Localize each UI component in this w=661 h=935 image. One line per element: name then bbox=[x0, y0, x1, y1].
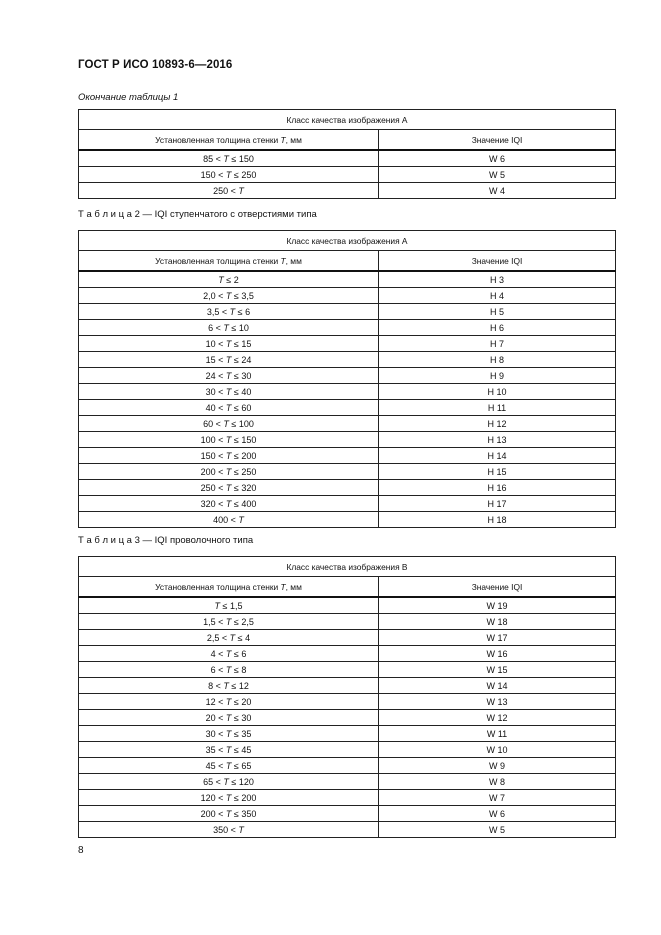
table-row bbox=[79, 416, 616, 432]
thickness-range-cell: 4 < T ≤ 6 bbox=[79, 646, 379, 662]
iqi-value-cell: W 16 bbox=[379, 646, 616, 662]
iqi-value-cell: W 11 bbox=[379, 726, 616, 742]
thickness-range-cell: 2,0 < T ≤ 3,5 bbox=[79, 288, 379, 304]
table-row bbox=[79, 320, 616, 336]
table-row bbox=[79, 774, 616, 790]
thickness-range-cell: 150 < T ≤ 200 bbox=[79, 448, 379, 464]
thickness-range-cell: 40 < T ≤ 60 bbox=[79, 400, 379, 416]
table-row bbox=[79, 183, 616, 199]
table2-col-iqi-header: Значение IQI bbox=[379, 251, 616, 272]
iqi-value-cell: W 8 bbox=[379, 774, 616, 790]
thickness-range-cell: 45 < T ≤ 65 bbox=[79, 758, 379, 774]
iqi-value-cell: W 5 bbox=[379, 167, 616, 183]
thickness-range-cell: 6 < T ≤ 8 bbox=[79, 662, 379, 678]
thickness-range-cell: 15 < T ≤ 24 bbox=[79, 352, 379, 368]
table-row bbox=[79, 400, 616, 416]
table-row bbox=[79, 662, 616, 678]
table-row bbox=[79, 271, 616, 288]
table-row bbox=[79, 758, 616, 774]
iqi-value-cell: H 4 bbox=[379, 288, 616, 304]
thickness-range-cell: 1,5 < T ≤ 2,5 bbox=[79, 614, 379, 630]
thickness-range-cell: 60 < T ≤ 100 bbox=[79, 416, 379, 432]
thickness-range-cell: 350 < T bbox=[79, 822, 379, 838]
iqi-value-cell: H 3 bbox=[379, 271, 616, 288]
thickness-range-cell: T ≤ 1,5 bbox=[79, 597, 379, 614]
thickness-range-cell: 200 < T ≤ 350 bbox=[79, 806, 379, 822]
iqi-value-cell: W 7 bbox=[379, 790, 616, 806]
iqi-value-cell: H 10 bbox=[379, 384, 616, 400]
table-row bbox=[79, 304, 616, 320]
table-row bbox=[79, 432, 616, 448]
iqi-value-cell: W 9 bbox=[379, 758, 616, 774]
table-row bbox=[79, 822, 616, 838]
table2-caption: Т а б л и ц а 2 — IQI ступенчатого с отверстиями типа bbox=[78, 209, 317, 220]
thickness-range-cell: 250 < T bbox=[79, 183, 379, 199]
iqi-value-cell: H 15 bbox=[379, 464, 616, 480]
table-row bbox=[79, 368, 616, 384]
table-row bbox=[79, 790, 616, 806]
thickness-range-cell: 6 < T ≤ 10 bbox=[79, 320, 379, 336]
table3 bbox=[78, 556, 616, 838]
table-row bbox=[79, 742, 616, 758]
thickness-range-cell: 35 < T ≤ 45 bbox=[79, 742, 379, 758]
table3-col-thickness-header: Установленная толщина стенки T, мм bbox=[79, 577, 379, 598]
iqi-value-cell: W 6 bbox=[379, 806, 616, 822]
thickness-range-cell: 20 < T ≤ 30 bbox=[79, 710, 379, 726]
table1-col-thickness-header: Установленная толщина стенки T, мм bbox=[79, 130, 379, 151]
thickness-range-cell: 320 < T ≤ 400 bbox=[79, 496, 379, 512]
iqi-value-cell: H 17 bbox=[379, 496, 616, 512]
table-row bbox=[79, 352, 616, 368]
table-row bbox=[79, 630, 616, 646]
thickness-range-cell: 10 < T ≤ 15 bbox=[79, 336, 379, 352]
table3-class-header: Класс качества изображения B bbox=[79, 557, 616, 577]
table-row bbox=[79, 597, 616, 614]
iqi-value-cell: H 8 bbox=[379, 352, 616, 368]
table-row bbox=[79, 384, 616, 400]
thickness-range-cell: 30 < T ≤ 40 bbox=[79, 384, 379, 400]
table-row bbox=[79, 710, 616, 726]
thickness-range-cell: 65 < T ≤ 120 bbox=[79, 774, 379, 790]
thickness-range-cell: 250 < T ≤ 320 bbox=[79, 480, 379, 496]
table3-col-iqi-header: Значение IQI bbox=[379, 577, 616, 598]
iqi-value-cell: W 12 bbox=[379, 710, 616, 726]
table2-body bbox=[79, 271, 616, 528]
table1 bbox=[78, 109, 616, 199]
table-row bbox=[79, 336, 616, 352]
thickness-range-cell: 2,5 < T ≤ 4 bbox=[79, 630, 379, 646]
table1-caption: Окончание таблицы 1 bbox=[78, 92, 179, 103]
iqi-value-cell: H 18 bbox=[379, 512, 616, 528]
table2-class-header: Класс качества изображения A bbox=[79, 231, 616, 251]
iqi-value-cell: W 6 bbox=[379, 150, 616, 167]
thickness-range-cell: 8 < T ≤ 12 bbox=[79, 678, 379, 694]
table-row bbox=[79, 512, 616, 528]
table3-body bbox=[79, 597, 616, 838]
table2-col-thickness-header: Установленная толщина стенки T, мм bbox=[79, 251, 379, 272]
table-row bbox=[79, 806, 616, 822]
iqi-value-cell: H 12 bbox=[379, 416, 616, 432]
table-row bbox=[79, 448, 616, 464]
table-row bbox=[79, 646, 616, 662]
table-row bbox=[79, 726, 616, 742]
thickness-range-cell: 3,5 < T ≤ 6 bbox=[79, 304, 379, 320]
thickness-range-cell: 12 < T ≤ 20 bbox=[79, 694, 379, 710]
thickness-range-cell: 200 < T ≤ 250 bbox=[79, 464, 379, 480]
iqi-value-cell: W 18 bbox=[379, 614, 616, 630]
thickness-range-cell: 85 < T ≤ 150 bbox=[79, 150, 379, 167]
page-number: 8 bbox=[78, 845, 84, 856]
table-row bbox=[79, 464, 616, 480]
document-title: ГОСТ Р ИСО 10893-6—2016 bbox=[78, 59, 233, 71]
table1-col-iqi-header: Значение IQI bbox=[379, 130, 616, 151]
iqi-value-cell: H 13 bbox=[379, 432, 616, 448]
iqi-value-cell: H 6 bbox=[379, 320, 616, 336]
iqi-value-cell: H 16 bbox=[379, 480, 616, 496]
table3-caption: Т а б л и ц а 3 — IQI проволочного типа bbox=[78, 535, 254, 546]
table-row bbox=[79, 288, 616, 304]
iqi-value-cell: W 4 bbox=[379, 183, 616, 199]
thickness-range-cell: 24 < T ≤ 30 bbox=[79, 368, 379, 384]
table1-class-header: Класс качества изображения A bbox=[79, 110, 616, 130]
iqi-value-cell: H 11 bbox=[379, 400, 616, 416]
table-row bbox=[79, 694, 616, 710]
iqi-value-cell: W 15 bbox=[379, 662, 616, 678]
iqi-value-cell: W 5 bbox=[379, 822, 616, 838]
iqi-value-cell: W 13 bbox=[379, 694, 616, 710]
table-row bbox=[79, 496, 616, 512]
table2 bbox=[78, 230, 616, 528]
iqi-value-cell: W 17 bbox=[379, 630, 616, 646]
table-row bbox=[79, 150, 616, 167]
iqi-value-cell: H 14 bbox=[379, 448, 616, 464]
table-row bbox=[79, 614, 616, 630]
iqi-value-cell: H 7 bbox=[379, 336, 616, 352]
thickness-range-cell: 150 < T ≤ 250 bbox=[79, 167, 379, 183]
table-row bbox=[79, 480, 616, 496]
thickness-range-cell: 30 < T ≤ 35 bbox=[79, 726, 379, 742]
iqi-value-cell: H 5 bbox=[379, 304, 616, 320]
table-row bbox=[79, 167, 616, 183]
thickness-range-cell: 400 < T bbox=[79, 512, 379, 528]
thickness-range-cell: 100 < T ≤ 150 bbox=[79, 432, 379, 448]
thickness-range-cell: 120 < T ≤ 200 bbox=[79, 790, 379, 806]
table1-body bbox=[79, 150, 616, 199]
iqi-value-cell: W 14 bbox=[379, 678, 616, 694]
table-row bbox=[79, 678, 616, 694]
iqi-value-cell: W 10 bbox=[379, 742, 616, 758]
iqi-value-cell: W 19 bbox=[379, 597, 616, 614]
thickness-range-cell: T ≤ 2 bbox=[79, 271, 379, 288]
iqi-value-cell: H 9 bbox=[379, 368, 616, 384]
